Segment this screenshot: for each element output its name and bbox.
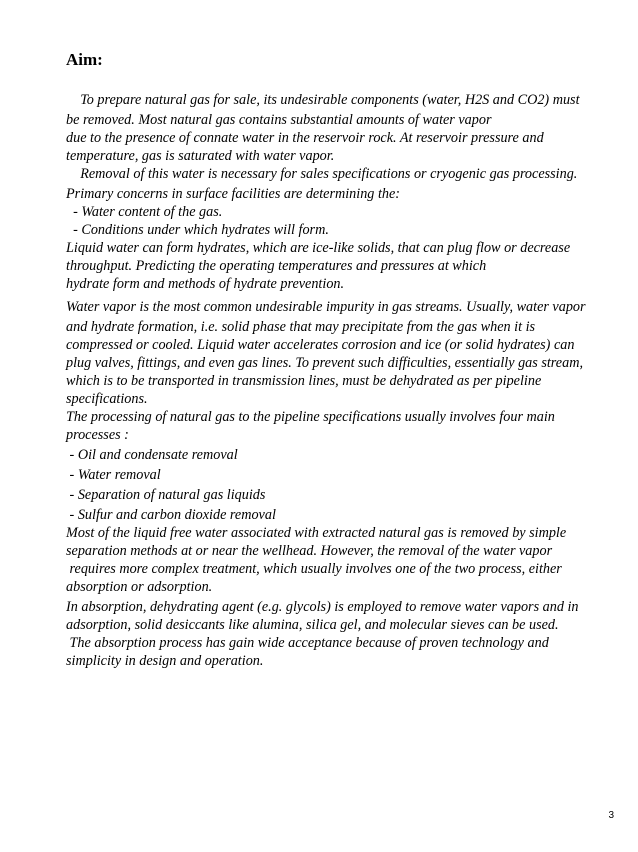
body-line: plug valves, fittings, and even gas lines. To prevent such difficulties, essentially gas stream, <box>66 355 583 371</box>
body-line: hydrate form and methods of hydrate prevention. <box>66 276 345 292</box>
body-line: which is to be transported in transmission lines, must be dehydrated as per pipeline <box>66 373 542 389</box>
body-line: separation methods at or near the wellhead. However, the removal of the water vapor <box>66 543 553 559</box>
body-line: processes : <box>66 427 129 443</box>
body-line: - Water removal <box>66 467 161 483</box>
body-line: - Oil and condensate removal <box>66 447 238 463</box>
body-line: The processing of natural gas to the pipeline specifications usually involves four main <box>66 409 555 425</box>
page-number: 3 <box>608 810 614 821</box>
body-line: and hydrate formation, i.e. solid phase that may precipitate from the gas when it is <box>66 319 536 335</box>
body-line: - Sulfur and carbon dioxide removal <box>66 507 276 523</box>
body-line: Removal of this water is necessary for sales specifications or cryogenic gas processing. <box>66 166 578 182</box>
body-line: be removed. Most natural gas contains substantial amounts of water vapor <box>66 112 492 128</box>
body-line: requires more complex treatment, which usually involves one of the two process, either <box>66 561 562 577</box>
body-line: temperature, gas is saturated with water vapor. <box>66 148 335 164</box>
body-line: specifications. <box>66 391 148 407</box>
body-line: Liquid water can form hydrates, which are ice-like solids, that can plug flow or decrease <box>66 240 571 256</box>
body-line: simplicity in design and operation. <box>66 653 264 669</box>
body-line: adsorption, solid desiccants like alumina, silica gel, and molecular sieves can be used. <box>66 617 559 633</box>
body-line: - Separation of natural gas liquids <box>66 487 266 503</box>
body-line: To prepare natural gas for sale, its undesirable components (water, H2S and CO2) must <box>66 92 580 108</box>
body-line: due to the presence of connate water in the reservoir rock. At reservoir pressure and <box>66 130 544 146</box>
body-line: Water vapor is the most common undesirable impurity in gas streams. Usually, water vapor <box>66 299 586 315</box>
body-line: Most of the liquid free water associated with extracted natural gas is removed by simple <box>66 525 567 541</box>
body-line: throughput. Predicting the operating temperatures and pressures at which <box>66 258 487 274</box>
body-line: - Conditions under which hydrates will form. <box>66 222 329 238</box>
body-line: Primary concerns in surface facilities are determining the: <box>66 186 400 202</box>
body-line: In absorption, dehydrating agent (e.g. glycols) is employed to remove water vapors and in <box>66 599 579 615</box>
body-line: absorption or adsorption. <box>66 579 213 595</box>
body-line: compressed or cooled. Liquid water accelerates corrosion and ice (or solid hydrates) can <box>66 337 575 353</box>
body-line: The absorption process has gain wide acceptance because of proven technology and <box>66 635 549 651</box>
body-line: - Water content of the gas. <box>66 204 223 220</box>
aim-heading: Aim: <box>66 50 103 69</box>
